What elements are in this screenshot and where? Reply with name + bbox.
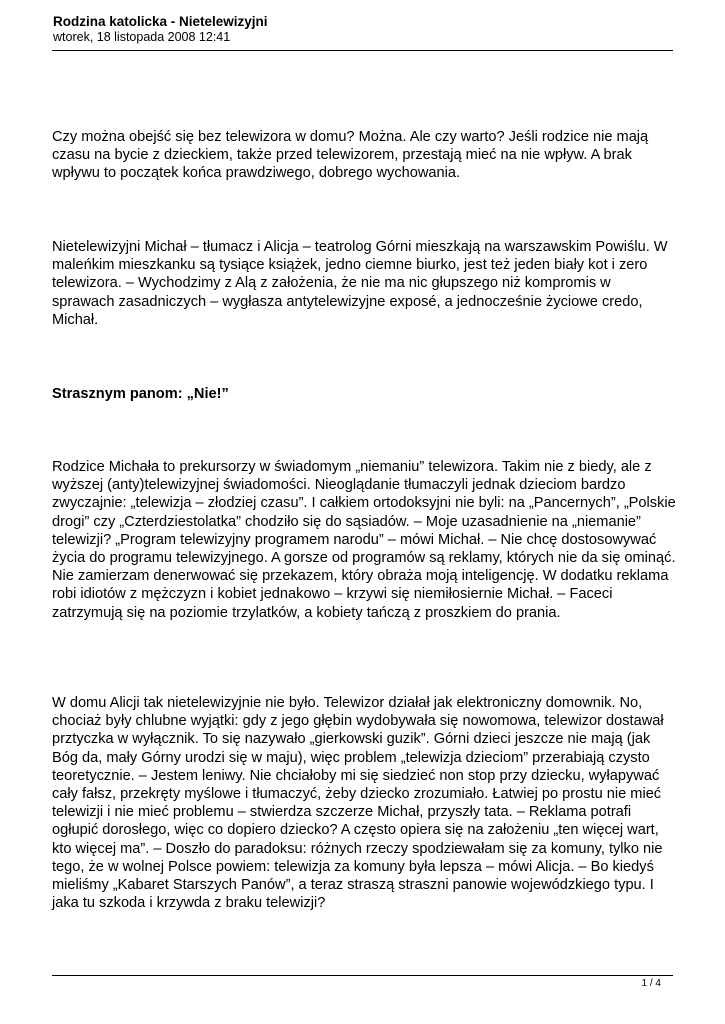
article-intro: Czy można obejść się bez telewizora w domu? Można. Ale czy warto? Jeśli rodzice nie mają czasu na bycie z dzieckiem, także przed telewizorem, przestają mieć na nie wpływ. A brak wpływu to początek końca prawdziwego, dobrego wychowania. [52,129,649,182]
page-number: 1 / 4 [641,978,661,989]
footer-divider [52,975,673,976]
page-header [53,14,673,45]
article-paragraph-2: Rodzice Michała to prekursorzy w świadomym „niemaniu” telewizora. Takim nie z biedy, ale z wyższej (anty)telewizyjnej świadomości. Nieoglądanie tłumaczyli jednak dzieciom bardzo zwyczajnie: „telewizja – złodziej czasu”. I całkiem ortodoksyjni nie byli: na „Pancernych”, „Polskie drogi” czy „Czterdziestolatka” chodziło się do sąsiadów. – Moje uzasadnienie na „niemanie” telewizji? „Program telewizyjny programem narodu” – mówi Michał. – Nie chcę dostosowywać życia do programu telewizyjnego. A gorsze od programów są reklamy, których nie da się ominąć. Nie zamierzam denerwować się przekazem, który obraża moją inteligencję. W dodatku reklama robi idiotów z mężczyzn i kobiet jednakowo – krzywi się niemiłosiernie Michał. – Faceci zatrzymują się na poziomie trzylatków, a kobiety tańczą z proszkiem do prania. [52,459,676,621]
article-paragraph-3: W domu Alicji tak nietelewizyjnie nie było. Telewizor działał jak elektroniczny domownik. No, chociaż były chlubne wyjątki: gdy z jego głębin wydobywała się nowomowa, telewizor dostawał prztyczka w wyłącznik. To się nazywało „gierkowski guzik”. Górni dzieci jeszcze nie mają (jak Bóg da, mały Górny urodzi się w maju), więc problem „telewizja dzieciom” przerabiają czysto teoretycznie. – Jestem leniwy. Nie chciałoby mi się siedzieć non stop przy dziecku, wyłapywać cały fałsz, przekręty myślowe i tłumaczyć, żeby dziecko zrozumiało. Łatwiej po prostu nie mieć telewizji i nie mieć problemu – stwierdza szczerze Michał, przyszły tata. – Reklama potrafi ogłupić dorosłego, więc co dopiero dziecko? A często opiera się na założeniu „ten więcej wart, kto więcej ma”. – Doszło do paradoksu: różnych rzeczy spodziewałam się za komuny, tylko nie tego, że w wolnej Polsce powiem: telewizja za komuny była lepsza – mówi Alicja. – Bo kiedyś mieliśmy „Kabaret Starszych Panów”, a teraz straszą straszni panowie wojewódzkiego typu. I jaka tu szkoda i krzywda z braku telewizji? [52,695,664,912]
article-subheading: Strasznym panom: „Nie!” [52,386,229,402]
document-date: wtorek, 18 listopada 2008 12:41 [53,30,231,44]
article-paragraph-1: Nietelewizyjni Michał – tłumacz i Alicja – teatrolog Górni mieszkają na warszawskim Powiślu. W maleńkim mieszkanku są tysiące książek, jedno ciemne biurko, jest też jeden biały kot i zero telewizora. – Wychodzimy z Alą z założenia, że nie ma nic głupszego niż kompromis w sprawach zasadniczych – wygłasza antytelewizyjne exposé, a jednocześnie życiowe credo, Michał. [52,239,668,328]
header-divider [52,50,673,51]
document-title: Rodzina katolicka - Nietelewizyjni [53,14,268,29]
